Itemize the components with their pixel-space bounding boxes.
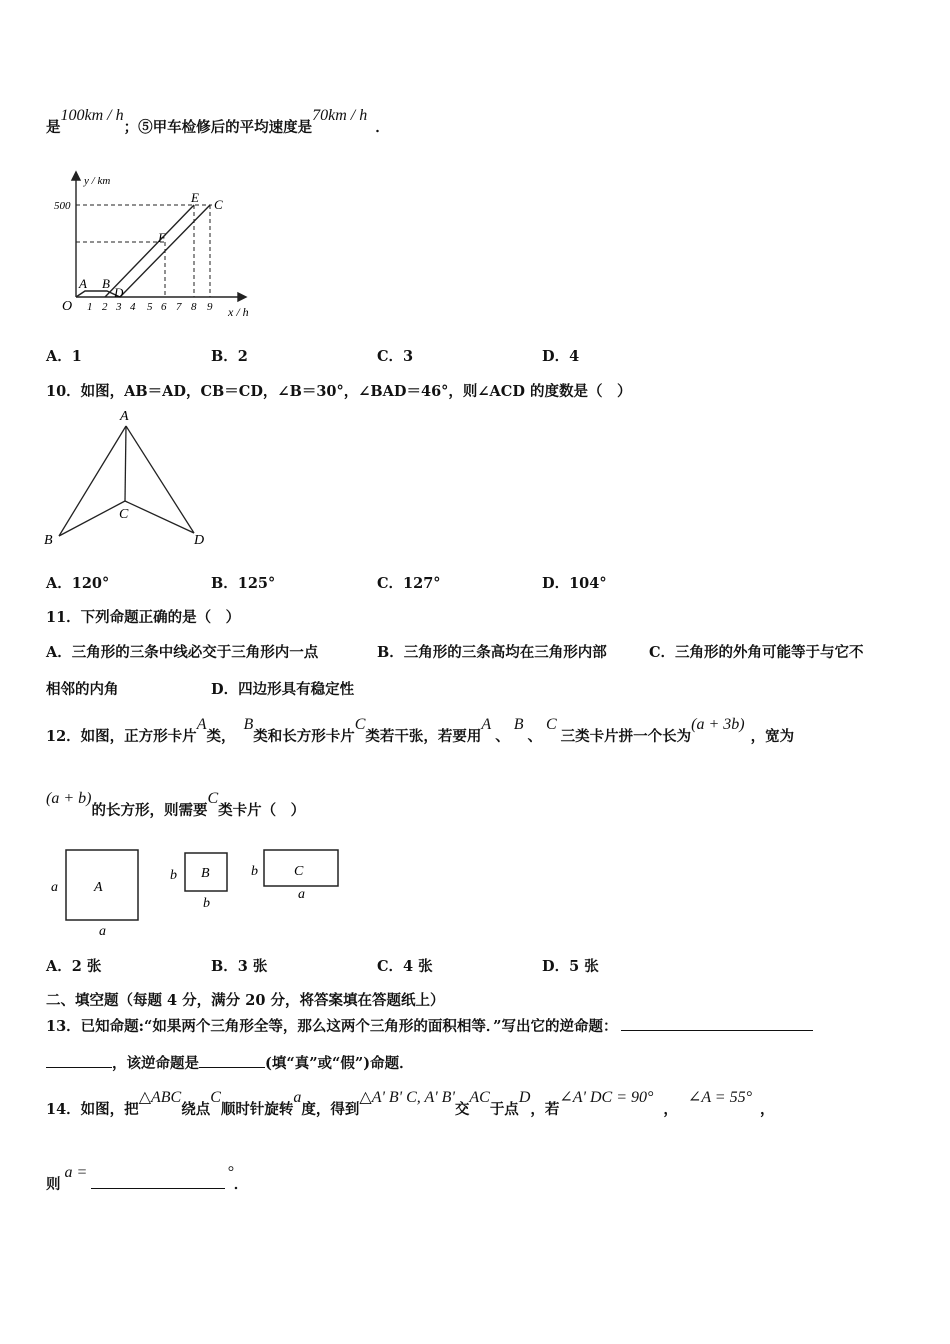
option-a[interactable]: A．三角形的三条中线必交于三角形内一点	[46, 644, 319, 661]
option-d[interactable]: D．4	[542, 348, 580, 365]
q13-line1	[46, 1015, 813, 1036]
text: 则	[46, 1176, 61, 1193]
text: 类若干张，若要用	[365, 728, 482, 745]
answer-blank[interactable]	[199, 1053, 265, 1068]
text: ．	[233, 1176, 249, 1193]
answer-blank[interactable]	[621, 1016, 813, 1031]
answer-blank[interactable]	[46, 1053, 112, 1068]
text: 、	[527, 728, 542, 745]
text: 的长方形，则需要	[91, 802, 208, 819]
option-b[interactable]: B．3 张	[211, 958, 268, 975]
math-answer: a =	[64, 1164, 88, 1181]
option-b[interactable]: B．125°	[211, 575, 276, 592]
vertex-D: D	[194, 533, 205, 548]
point-B: B	[102, 276, 110, 291]
text: ．	[375, 119, 390, 136]
text: 绕点	[181, 1101, 211, 1118]
math-speed1: 100km / h	[60, 107, 124, 124]
math-speed2: 70km / h	[312, 107, 368, 124]
q12-stem-line2	[46, 790, 306, 820]
y-axis-label: y / km	[84, 175, 111, 187]
y-tick-500: 500	[54, 200, 71, 212]
x-tick: 7	[176, 301, 182, 313]
math-length: (a + 3b)	[691, 716, 745, 733]
q14-line1	[46, 1089, 775, 1119]
math-condition2: ∠A = 55°	[687, 1089, 752, 1106]
x-tick: 1	[87, 301, 93, 313]
card-c-bottom-label: a	[298, 887, 305, 902]
card-b-bottom-label: b	[203, 896, 210, 911]
q10-figure	[44, 406, 214, 546]
text: 12．如图，正方形卡片	[46, 728, 197, 745]
answer-blank[interactable]	[91, 1174, 225, 1189]
math-C: C	[545, 716, 557, 733]
q9-tail-line	[46, 107, 390, 137]
card-A-label: A	[94, 880, 103, 895]
text: 14．如图，把	[46, 1101, 139, 1118]
option-d[interactable]: D．104°	[542, 575, 607, 592]
text: 是	[46, 119, 61, 136]
text: 、	[495, 728, 510, 745]
option-a[interactable]: A．1	[46, 348, 82, 365]
text: 类卡片（ ）	[218, 802, 306, 819]
math-C: C	[207, 790, 219, 807]
option-c[interactable]: C．127°	[377, 575, 441, 592]
option-c-cont: 相邻的内角	[46, 681, 119, 698]
card-a-bottom-label: a	[99, 924, 106, 939]
text: 类，	[206, 728, 236, 745]
text: 13．已知命题:“如果两个三角形全等，那么这两个三角形的面积相等．”写出它的逆命题：	[46, 1018, 618, 1035]
option-d[interactable]: D．四边形具有稳定性	[211, 681, 355, 698]
point-O: O	[62, 299, 73, 314]
q14-line2	[46, 1164, 249, 1194]
math-C: C	[354, 716, 366, 733]
x-tick: 2	[102, 301, 108, 313]
point-D: D	[114, 285, 124, 300]
text: ，	[760, 1101, 775, 1118]
text: 类和长方形卡片	[253, 728, 355, 745]
text: (填“真”或“假”)命题．	[265, 1055, 414, 1072]
text: 三类卡片拼一个长为	[560, 728, 692, 745]
q11-options-line2	[46, 678, 355, 699]
text: ，	[663, 1101, 678, 1118]
x-tick: 3	[116, 301, 122, 313]
card-a-side-label: a	[51, 880, 58, 895]
text: 于点	[489, 1101, 519, 1118]
point-C: C	[214, 197, 223, 212]
text: 交	[454, 1101, 470, 1118]
degree-mark: °	[227, 1164, 234, 1181]
text: 度，得到	[301, 1101, 360, 1118]
text: ，该逆命题是	[112, 1055, 199, 1072]
vertex-B: B	[44, 533, 53, 548]
x-tick: 9	[207, 301, 213, 313]
card-b-side-label: b	[170, 868, 177, 883]
q13-line2	[46, 1052, 414, 1073]
card-C-label: C	[294, 864, 304, 879]
math-a: a	[293, 1089, 302, 1106]
text: ；⑤甲车检修后的平均速度是	[123, 119, 313, 136]
math-B: B	[513, 716, 524, 733]
math-triangle2: △A' B' C, A' B'	[359, 1089, 455, 1106]
point-F: F	[158, 230, 166, 245]
point-A: A	[79, 276, 87, 291]
x-tick: 4	[130, 301, 136, 313]
vertex-A: A	[120, 409, 129, 424]
math-condition1: ∠A' DC = 90°	[559, 1089, 654, 1106]
text: ，若	[530, 1101, 560, 1118]
math-triangle: △ABC	[138, 1089, 182, 1106]
card-c-side-label: b	[251, 864, 258, 879]
option-c[interactable]: C．三角形的外角可能等于与它不	[649, 644, 864, 661]
option-a[interactable]: A．2 张	[46, 958, 102, 975]
option-d[interactable]: D．5 张	[542, 958, 599, 975]
point-E: E	[191, 190, 199, 205]
x-tick: 6	[161, 301, 167, 313]
x-tick: 8	[191, 301, 197, 313]
card-B-label: B	[201, 866, 210, 881]
option-a[interactable]: A．120°	[46, 575, 110, 592]
math-D: D	[518, 1089, 531, 1106]
text: 顺时针旋转	[220, 1101, 294, 1118]
math-A: A	[196, 716, 207, 733]
q10-stem: 10．如图，AB＝AD，CB＝CD，∠B＝30°，∠BAD＝46°，则∠ACD 的度数是（ ）	[46, 383, 632, 400]
option-b[interactable]: B．2	[211, 348, 248, 365]
math-AC: AC	[469, 1089, 490, 1106]
option-c[interactable]: C．3	[377, 348, 414, 365]
option-c[interactable]: C．4 张	[377, 958, 433, 975]
x-axis-label: x / h	[228, 305, 249, 319]
q12-stem-line1	[46, 716, 795, 746]
math-B: B	[243, 716, 254, 733]
distance-time-graph	[52, 172, 252, 322]
text: ，宽为	[750, 728, 795, 745]
math-width: (a + b)	[46, 790, 92, 807]
section-heading: 二、填空题（每题 4 分，满分 20 分，将答案填在答题纸上）	[46, 992, 445, 1009]
math-C: C	[210, 1089, 221, 1106]
option-b[interactable]: B．三角形的三条高均在三角形内部	[377, 644, 607, 661]
q11-options-line1	[46, 641, 864, 662]
vertex-C: C	[119, 507, 129, 522]
q11-stem: 11．下列命题正确的是（ ）	[46, 609, 241, 626]
math-A: A	[481, 716, 492, 733]
q12-cards-figure	[46, 843, 346, 943]
x-tick: 5	[147, 301, 153, 313]
